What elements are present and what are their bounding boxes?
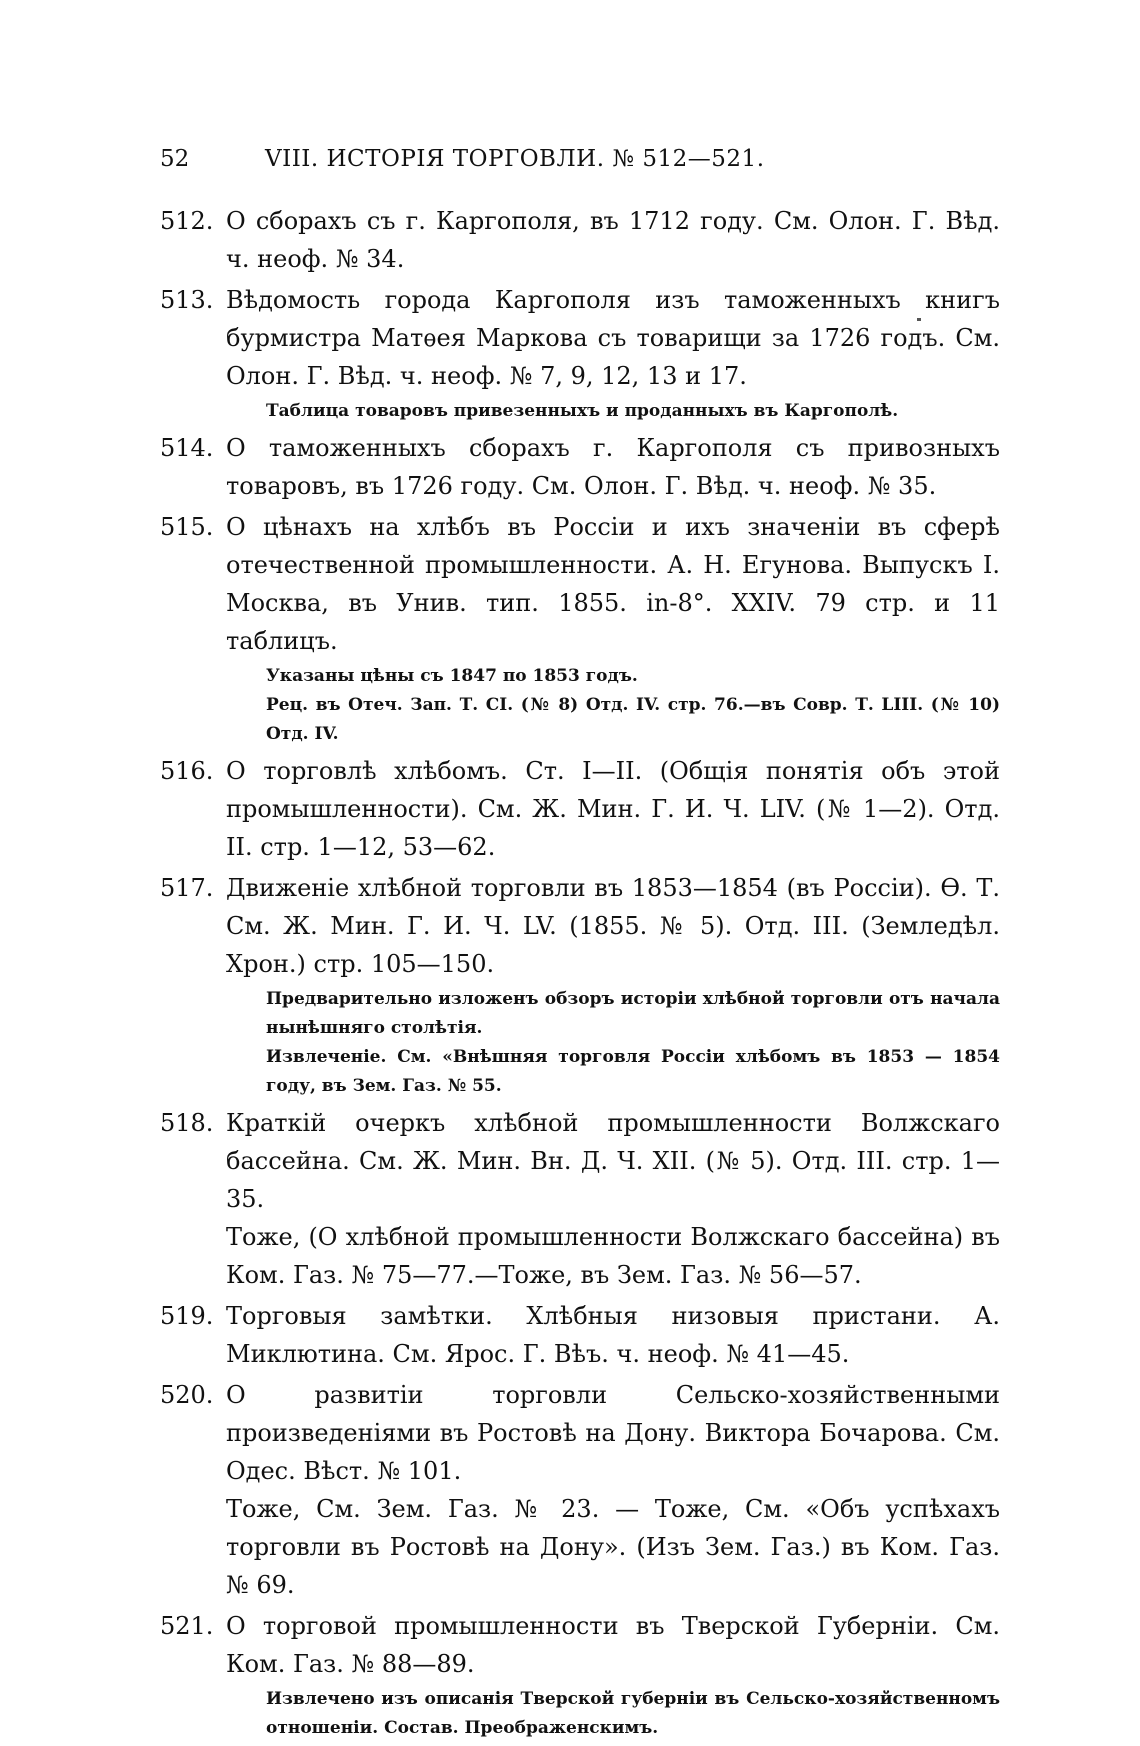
entry-paragraph: Тоже, См. Зем. Газ. № 23. — Тоже, См. «Объ успѣхахъ торговли въ Ростовѣ на Дону». (Изъ Зем. Газ.) въ Ком. Газ. № 69. — [226, 1495, 1000, 1599]
entry-paragraph: О цѣнахъ на хлѣбъ въ Россіи и ихъ значеніи въ сферѣ отечественной промышленности. А. Н. Егунова. Выпускъ I. Москва, въ Унив. тип. 1855. in-8°. XXIV. 79 стр. и 11 таблицъ. — [226, 513, 1000, 655]
bibliography-entry — [160, 202, 1000, 278]
entry-note: Рец. въ Отеч. Зап. Т. CI. (№ 8) Отд. IV. стр. 76.—въ Совр. Т. LIII. (№ 10) Отд. IV. — [266, 695, 1000, 744]
entry-paragraph: Вѣдомость города Каргополя изъ таможенныхъ книгъ бурмистра Матѳея Маркова съ товарищи за 1726 годъ. См. Олон. Г. Вѣд. ч. неоф. № 7, 9, 12, 13 и 17. — [226, 286, 1000, 390]
entry-paragraph: Тоже, (О хлѣбной промышленности Волжскаго бассейна) въ Ком. Газ. № 75—77.—Тоже, въ Зем. Газ. № 56—57. — [226, 1223, 1000, 1289]
entry-number: 512. — [160, 207, 214, 235]
entry-paragraph: О торговлѣ хлѣбомъ. Ст. I—II. (Общія понятія объ этой промышленности). См. Ж. Мин. Г. И. Ч. LIV. (№ 1—2). Отд. II. стр. 1—12, 53—62. — [226, 757, 1000, 861]
entry-note: Указаны цѣны съ 1847 по 1853 годъ. — [266, 666, 638, 686]
running-title: VIII. ИСТОРІЯ ТОРГОВЛИ. № 512—521. — [265, 146, 765, 172]
entry-number: 521. — [160, 1612, 214, 1640]
entry-text — [226, 429, 1000, 505]
entry-note: Извлечено изъ описанія Тверской губерніи въ Сельско-хозяйственномъ отношеніи. Состав. Преображенскимъ. — [266, 1689, 1000, 1738]
entry-paragraph: О сборахъ съ г. Каргополя, въ 1712 году. См. Олон. Г. Вѣд. ч. неоф. № 34. — [226, 207, 1000, 273]
bibliography-entries — [160, 202, 1000, 1746]
bibliography-entry — [160, 1376, 1000, 1604]
entry-paragraph: Краткій очеркъ хлѣбной промышленности Волжскаго бассейна. См. Ж. Мин. Вн. Д. Ч. XII. (№ 5). Отд. III. стр. 1—35. — [226, 1109, 1000, 1213]
entry-number: 513. — [160, 286, 214, 314]
bibliography-entry — [160, 752, 1000, 866]
entry-paragraph: О торговой промышленности въ Тверской Губерніи. См. Ком. Газ. № 88—89. — [226, 1612, 1000, 1678]
entry-number: 517. — [160, 874, 214, 902]
entry-number: 519. — [160, 1302, 214, 1330]
entry-note: Предварительно изложенъ обзоръ исторіи хлѣбной торговли отъ начала нынѣшняго столѣтія. — [266, 989, 1000, 1038]
bibliography-entry — [160, 429, 1000, 505]
entry-number: 515. — [160, 513, 214, 541]
entry-text — [226, 1104, 1000, 1294]
entry-number: 516. — [160, 757, 214, 785]
entry-number: 514. — [160, 434, 214, 462]
entry-note: Таблица товаровъ привезенныхъ и проданныхъ въ Каргополѣ. — [266, 401, 899, 421]
entry-text — [226, 202, 1000, 278]
entry-number: 520. — [160, 1381, 214, 1409]
page-header — [160, 146, 1000, 186]
bibliography-entry — [160, 508, 1000, 749]
bibliography-entry — [160, 281, 1000, 426]
print-speck — [917, 318, 921, 321]
page-number: 52 — [160, 146, 190, 172]
entry-paragraph: Торговыя замѣтки. Хлѣбныя низовыя пристани. А. Миклютина. См. Яроc. Г. Вѣъ. ч. неоф. № 41—45. — [226, 1302, 1000, 1368]
entry-paragraph: О таможенныхъ сборахъ г. Каргополя съ привозныхъ товаровъ, въ 1726 году. См. Олон. Г. Вѣд. ч. неоф. № 35. — [226, 434, 1000, 500]
bibliography-entry — [160, 869, 1000, 1101]
entry-text — [226, 508, 1000, 660]
entry-paragraph: О развитіи торговли Сельско-хозяйственными произведеніями въ Ростовѣ на Дону. Виктора Бочарова. См. Одес. Вѣст. № 101. — [226, 1381, 1000, 1485]
entry-text — [226, 1607, 1000, 1683]
entry-text — [226, 1376, 1000, 1604]
entry-note: Извлеченіе. См. «Внѣшняя торговля Россіи хлѣбомъ въ 1853 — 1854 году, въ Зем. Газ. № 55. — [266, 1047, 1000, 1096]
entry-text — [226, 281, 1000, 395]
entry-text — [226, 752, 1000, 866]
bibliography-entry — [160, 1297, 1000, 1373]
bibliography-entry — [160, 1607, 1000, 1743]
entry-text — [226, 1297, 1000, 1373]
entry-text — [226, 869, 1000, 983]
entry-paragraph: Движеніе хлѣбной торговли въ 1853—1854 (въ Россіи). Ѳ. Т. См. Ж. Мин. Г. И. Ч. LV. (1855. № 5). Отд. III. (Земледѣл. Хрон.) стр. 105—150. — [226, 874, 1000, 978]
bibliography-entry — [160, 1104, 1000, 1294]
entry-number: 518. — [160, 1109, 214, 1137]
